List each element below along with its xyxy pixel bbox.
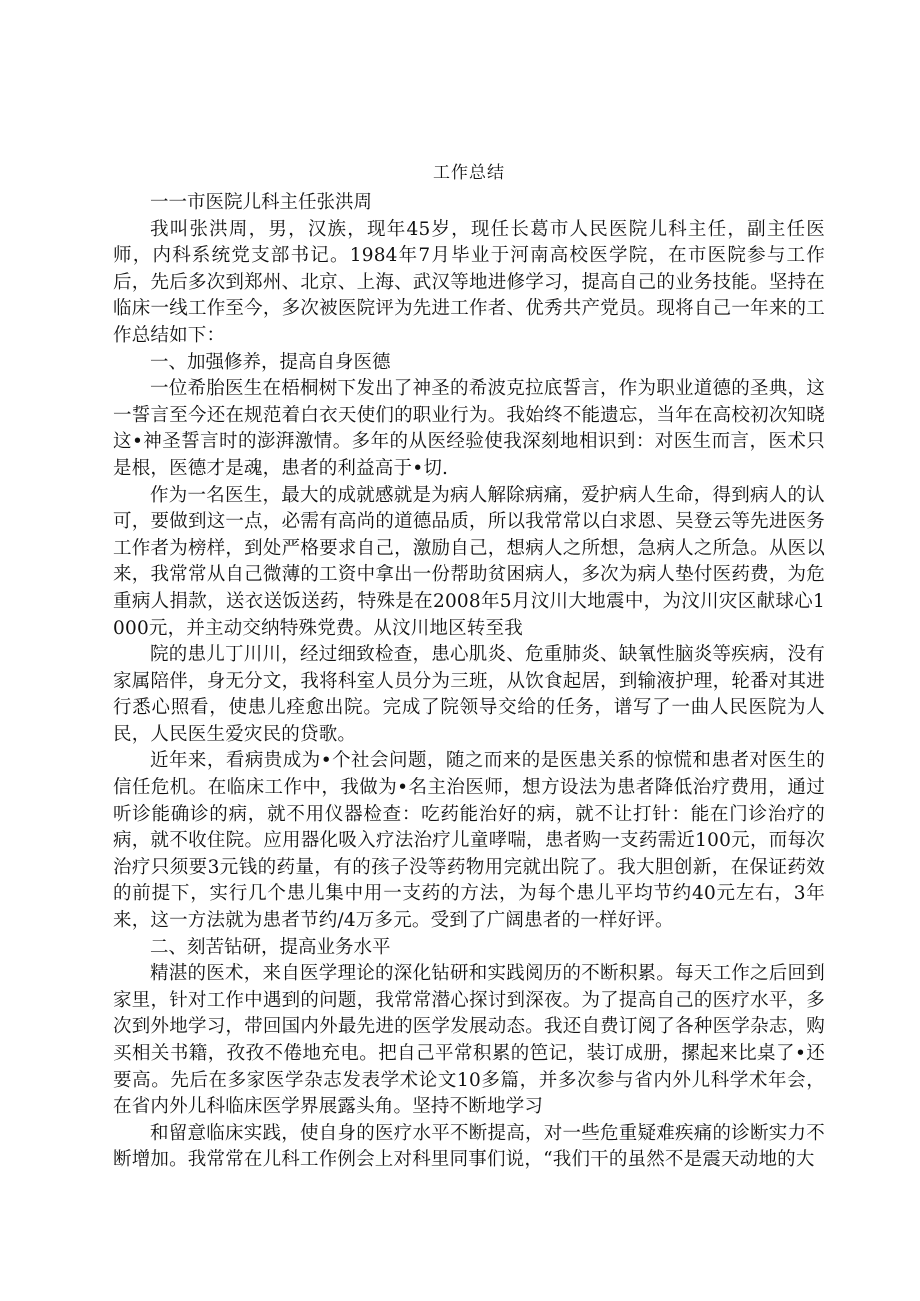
document-page: [113, 156, 825, 1174]
section1-paragraph-2: 作为一名医生，最大的成就感就是为病人解除病痛，爱护病人生命，得到病人的认可，要做到这一点，必需有高尚的道德品质，所以我常常以白求恩、吴登云等先进医务工作者为榜样，到处严格要求自己，激励自己，想病人之所想，急病人之所急。从医以来，我常常从自己微薄的工资中拿出一份帮助贫困病人，多次为病人垫付医药费，为危重病人捐款，送衣送饭送药，特殊是在2008年5月汶川大地震中，为汶川灾区献球心1000元，并主动交纳特殊党费。从汶川地区转至我: [113, 484, 825, 639]
section2-paragraph-2: 和留意临床实践，使自身的医疗水平不断提高，对一些危重疑难疾痛的诊断实力不断增加。我常常在儿科工作例会上对科里同事们说，“我们干的虽然不是震天动地的大: [113, 1122, 825, 1171]
document-title: 工作总结: [433, 163, 505, 183]
section1-paragraph-1: 一位希胎医生在梧桐树下发出了神圣的希波克拉底誓言，作为职业道德的圣典，这一誓言至今还在规范着白衣天使们的职业行为。我始终不能遗忘，当年在高校初次知晓这•神圣誓言时的澎湃激情。多年的从医经验使我深刻地相识到：对医生而言，医术只是根，医德才是魂，患者的利益高于•切.: [113, 378, 825, 479]
section1-paragraph-3: 院的患儿丁川川，经过细致检查，患心肌炎、危重肺炎、缺氧性脑炎等疾病，没有家属陪伴，身无分文，我将科室人员分为三班，从饮食起居，到输液护理，轮番对其进行悉心照看，使患儿痊愈出院。完成了院领导交给的任务，谱写了一曲人民医院为人民，人民医生爱灾民的贷歌。: [113, 644, 825, 745]
section1-paragraph-4: 近年来，看病贵成为•个社会问题，随之而来的是医患关系的惊慌和患者对医生的信任危机。在临床工作中，我做为•名主治医师，想方设法为患者降低治疗费用，通过听诊能确诊的病，就不用仪器检查：吃药能治好的病，就不让打针：能在门诊治疗的病，就不收住院。应用器化吸入疗法治疗儿童哮喘，患者购一支药需近100元，而每次治疗只须要3元钱的药量，有的孩子没等药物用完就出院了。我大胆创新，在保证药效的前提下，实行几个患儿集中用一支药的方法，为每个患儿平均节约40元左右，3年来，这一方法就为患者节约/4万多元。受到了广阔患者的一样好评。: [113, 750, 825, 932]
section1-heading: 一、加强修养，提高自身医德: [150, 351, 391, 373]
section2-paragraph-1: 精湛的医术，来自医学理论的深化钻研和实践阅历的不断积累。每天工作之后回到家里，针对工作中遇到的问题，我常常潜心探讨到深夜。为了提高自己的医疗水平，多次到外地学习，带回国内外最先进的医学发展动态。我还自费订阅了各种医学杂志，购买相关书籍，孜孜不倦地充电。把自己平常积累的笆记，装订成册，摞起来比桌了•还要高。先后在多家医学杂志发表学术论文10多篇，并多次参与省内外儿科学术年会，在省内外儿科临床医学界展露头角。坚持不断地学习: [113, 963, 825, 1118]
intro-paragraph: 我叫张洪周，男，汉族，现年45岁，现任长葛市人民医院儿科主任，副主任医师，内科系统党支部书记。1984年7月毕业于河南高校医学院，在市医院参与工作后，先后多次到郑州、北京、上海、武汉等地进修学习，提高自己的业务技能。坚持在临床一线工作至今，多次被医院评为先进工作者、优秀共产党员。现将自己一年来的工作总结如下：: [113, 218, 825, 346]
document-subtitle: 一一市医院儿科主任张洪周: [150, 192, 373, 213]
section2-heading: 二、刻苦钻研，提高业务水平: [150, 936, 391, 958]
